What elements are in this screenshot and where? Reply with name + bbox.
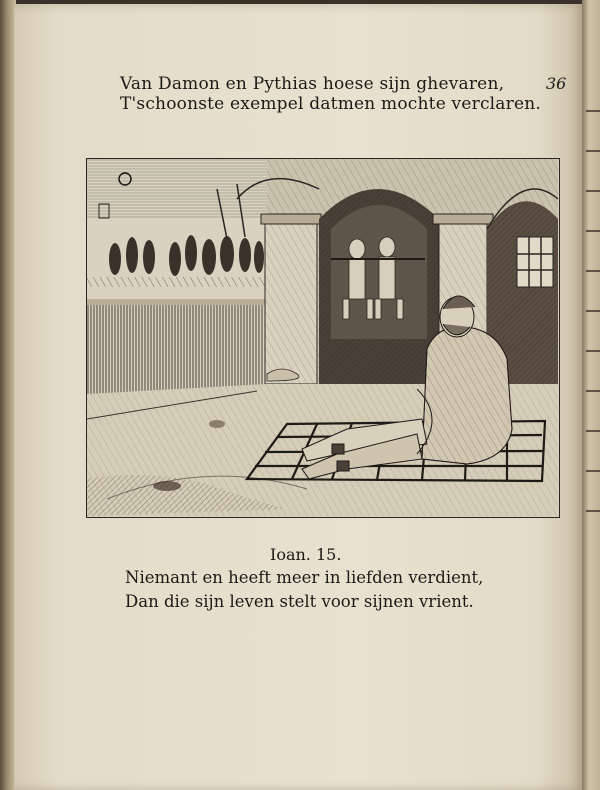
header-line-1: Van Damon en Pythias hoese sijn ghevaren, bbox=[120, 74, 505, 94]
header-line-2: T'schoonste exempel datmen mochte verclaren. bbox=[120, 94, 541, 114]
engraving-drawing bbox=[87, 159, 558, 516]
verse-line-2: Dan die sijn leven stelt voor sijnen vrient. bbox=[125, 592, 474, 611]
verse-line-1: Niemant en heeft meer in liefden verdient, bbox=[125, 568, 484, 587]
engraving-illustration bbox=[86, 158, 560, 518]
facing-page-edge bbox=[582, 0, 600, 790]
page-number: 36 bbox=[546, 74, 567, 93]
scripture-reference: Ioan. 15. bbox=[270, 545, 342, 564]
